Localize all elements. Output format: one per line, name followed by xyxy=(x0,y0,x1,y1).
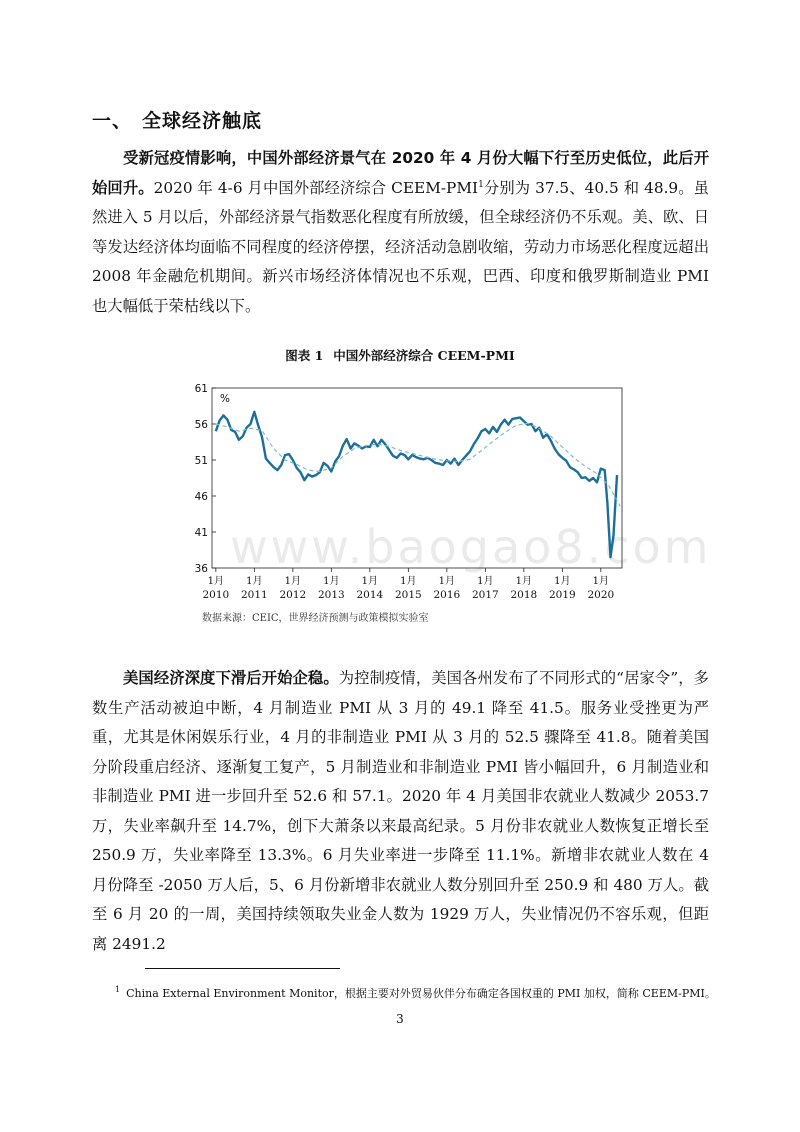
y-axis-label: % xyxy=(220,393,230,405)
y-tick-label: 41 xyxy=(194,527,208,539)
x-tick-month-label: 1月 xyxy=(477,576,494,587)
footnote-text: China External Environment Monitor，根据主要对外贸易伙伴分布确定各国权重的 PMI 加权，简称 CEEM-PMI。 xyxy=(126,987,716,1000)
paragraph-2-text: 为控制疫情，美国各州发布了不同形式的“居家令”，多数生产活动被迫中断，4 月制造业 PMI 从 3 月的 49.1 降至 41.5。服务业受挫更为严重，尤其是休闲娱乐行业，4 月的非制造业 PMI 从 3 月的 52.5 骤降至 41.8。随着美国分阶段重启经济、逐渐复工复产，5 月制造业和非制造业 PMI 皆小幅回升，6 月制造业和非制造业 PMI 进一步回升至 52.6 和 57.1。2020 年 4 月美国非农就业人数减少 2053.7 万，失业率飙升至 14.7%，创下大萧条以来最高纪录。5 月份非农就业人数恢复正增长至 250.9 万，失业率降至 13.3%。6 月失业率进一步降至 11.1%。新增非农就业人数在 4 月份降至 -2050 万人后，5、6 月份新增非农就业人数分别回升至 250.9 和 480 万人。截至 6 月 20 的一周，美国持续领取失业金人数为 1929 万人，失业情况仍不容乐观，但距离 2491.2 xyxy=(92,669,709,953)
x-tick-year-label: 2014 xyxy=(356,589,384,601)
footnote-divider xyxy=(145,968,340,969)
x-tick-year-label: 2016 xyxy=(433,589,461,601)
x-tick-year-label: 2011 xyxy=(240,589,268,601)
paragraph-1 xyxy=(92,144,709,321)
paragraph-1-text-b: 分别为 37.5、40.5 和 48.9。虽然进入 5 月以后，外部经济景气指数恶化程度有所放缓，但全球经济仍不乐观。美、欧、日等发达经济体均面临不同程度的经济停摆，经济活动急剧收缩，劳动力市场恶化程度远超出 2008 年金融危机期间。新兴市场经济体情况也不乐观，巴西、印度和俄罗斯制造业 PMI 也大幅低于荣枯线以下。 xyxy=(92,178,709,315)
section-title: 全球经济触底 xyxy=(142,110,263,132)
x-tick-month-label: 1月 xyxy=(592,576,610,587)
plot-frame xyxy=(212,388,622,568)
y-tick-label: 46 xyxy=(194,491,208,503)
paragraph-2 xyxy=(92,664,709,959)
y-tick-label: 61 xyxy=(194,383,208,395)
trend-line xyxy=(216,423,620,506)
pmi-line xyxy=(216,412,617,557)
x-tick-year-label: 2018 xyxy=(510,589,538,601)
figure-source: 数据来源：CEIC，世界经济预测与政策模拟实验室 xyxy=(202,613,429,624)
y-tick-label: 36 xyxy=(194,563,208,575)
page-number: 3 xyxy=(396,1012,404,1026)
y-tick-label: 51 xyxy=(194,455,208,467)
x-tick-month-label: 1月 xyxy=(361,576,379,587)
footnote xyxy=(115,985,716,1001)
watermark: www.baogao8.com xyxy=(230,520,712,574)
paragraph-1-text-a: 2020 年 4-6 月中国外部经济综合 CEEM-PMI xyxy=(153,178,479,197)
figure-caption xyxy=(0,346,800,364)
x-tick-year-label: 2015 xyxy=(394,589,422,601)
x-tick-month-label: 1月 xyxy=(284,576,302,587)
section-heading xyxy=(92,106,262,133)
figure-title: 中国外部经济综合 CEEM-PMI xyxy=(333,348,515,363)
x-tick-month-label: 1月 xyxy=(554,576,571,587)
x-tick-year-label: 2017 xyxy=(471,589,499,601)
paragraph-1-lead: 受新冠疫情影响，中国外部经济景气在 2020 年 4 月份大幅下行至历史低位，此后开始回升。 xyxy=(92,149,709,197)
x-tick-month-label: 1月 xyxy=(438,576,456,587)
x-tick-month-label: 1月 xyxy=(323,576,340,587)
x-tick-month-label: 1月 xyxy=(400,576,417,587)
section-number: 一、 xyxy=(92,110,133,132)
pmi-line-chart xyxy=(190,378,635,610)
x-tick-year-label: 2019 xyxy=(548,589,576,601)
paragraph-2-lead: 美国经济深度下滑后开始企稳。 xyxy=(123,669,339,687)
figure-label: 图表 1 xyxy=(285,348,324,363)
footnote-marker: 1 xyxy=(115,985,121,995)
x-tick-year-label: 2020 xyxy=(587,589,615,601)
x-tick-year-label: 2010 xyxy=(202,589,230,601)
x-tick-month-label: 1月 xyxy=(207,576,225,587)
x-tick-month-label: 1月 xyxy=(515,576,533,587)
x-tick-year-label: 2012 xyxy=(279,589,307,601)
x-tick-month-label: 1月 xyxy=(246,576,263,587)
footnote-reference[interactable]: 1 xyxy=(478,179,484,190)
y-tick-label: 56 xyxy=(194,419,208,431)
x-tick-year-label: 2013 xyxy=(317,589,345,601)
